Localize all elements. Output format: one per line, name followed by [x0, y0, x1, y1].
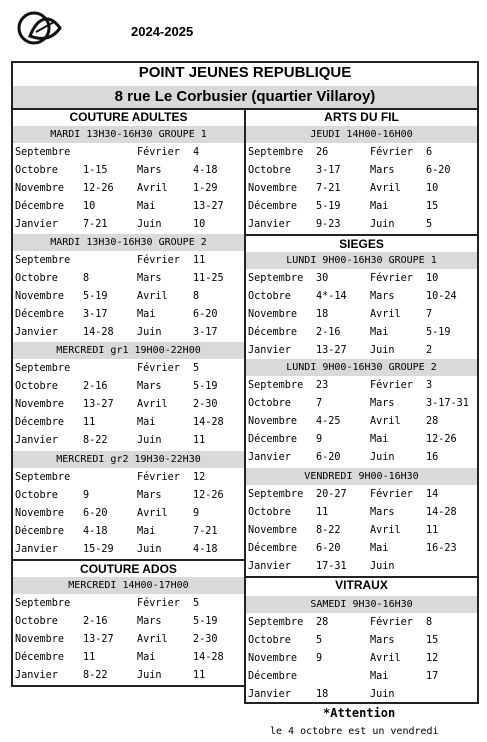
- dates-value: 4-18: [83, 526, 108, 537]
- schedule-row: [246, 198, 477, 216]
- month-label: Janvier: [15, 327, 58, 338]
- schedule-row: [13, 162, 244, 180]
- dates-value: 11: [193, 435, 206, 446]
- schedule-group-label: MARDI 13H30-16H30 GROUPE 1: [13, 126, 244, 143]
- schedule-row: [246, 504, 477, 522]
- month-label: Mai: [370, 543, 389, 554]
- dates-value: 18: [316, 689, 329, 700]
- month-label: Mars: [137, 490, 162, 501]
- schedule-group-label: MERCREDI gr2 19H30-22H30: [13, 451, 244, 468]
- schedule-row: [246, 449, 477, 467]
- dates-value: 4-18: [193, 544, 218, 555]
- month-label: Janvier: [248, 219, 291, 230]
- dates-value: 4-25: [316, 416, 341, 427]
- month-label: Décembre: [248, 543, 298, 554]
- page-address: 8 rue Le Corbusier (quartier Villaroy): [114, 88, 376, 105]
- schedule-row: [246, 632, 477, 650]
- dates-value: 16: [426, 452, 439, 463]
- dates-value: 28: [316, 617, 329, 628]
- schedule-row: [13, 396, 244, 414]
- dates-value: 6-20: [426, 165, 451, 176]
- schedule-row: [13, 306, 244, 324]
- schedule-group-label: LUNDI 9H00-16H30 GROUPE 2: [246, 359, 477, 376]
- month-label: Février: [137, 363, 180, 374]
- dates-value: 13-27: [83, 634, 114, 645]
- month-label: Mars: [137, 381, 162, 392]
- dates-value: 28: [426, 416, 439, 427]
- month-label: Avril: [370, 653, 401, 664]
- month-label: Juin: [370, 561, 395, 572]
- dates-value: 30: [316, 273, 329, 284]
- dates-value: 7-21: [316, 183, 341, 194]
- dates-value: 5-19: [193, 616, 218, 627]
- dates-value: 10: [426, 273, 439, 284]
- schedule-row: [13, 613, 244, 631]
- dates-value: 9-23: [316, 219, 341, 230]
- schedule-row: [246, 180, 477, 198]
- dates-value: 17-31: [316, 561, 347, 572]
- schedule-row: [246, 522, 477, 540]
- month-label: Octobre: [15, 381, 58, 392]
- dates-value: 20-27: [316, 489, 347, 500]
- month-label: Mai: [137, 417, 156, 428]
- month-label: Octobre: [248, 635, 291, 646]
- guyancourt-logo: [16, 6, 68, 50]
- dates-value: 5-19: [316, 201, 341, 212]
- month-label: Juin: [137, 670, 162, 681]
- dates-value: 10-24: [426, 291, 457, 302]
- month-label: Janvier: [248, 561, 291, 572]
- dates-value: 12: [426, 653, 439, 664]
- dates-value: 5: [426, 219, 433, 230]
- dates-value: 2-16: [83, 381, 108, 392]
- schedule-row: [246, 558, 477, 576]
- section-title-vitraux: VITRAUX: [335, 578, 388, 592]
- month-label: Octobre: [248, 291, 291, 302]
- dates-value: 18: [316, 309, 329, 320]
- dates-value: 9: [193, 508, 200, 519]
- dates-value: 8-22: [316, 525, 341, 536]
- dates-value: 5: [193, 363, 200, 374]
- schedule-group-label: SAMEDI 9H30-16H30: [246, 596, 477, 613]
- dates-value: 7-21: [83, 219, 108, 230]
- schedule-row: [246, 413, 477, 431]
- dates-value: 5: [193, 598, 200, 609]
- section-title-arts-du-fil: ARTS DU FIL: [324, 110, 399, 124]
- schedule-row: [13, 288, 244, 306]
- dates-value: 3-17: [193, 327, 218, 338]
- month-label: Décembre: [248, 201, 298, 212]
- schedule-row: [13, 270, 244, 288]
- schedule-row: [246, 216, 477, 234]
- schedule-row: [246, 650, 477, 668]
- dates-value: 11: [83, 417, 96, 428]
- month-label: Septembre: [15, 255, 71, 266]
- month-label: Avril: [370, 183, 401, 194]
- schedule-group-label: LUNDI 9H00-16H30 GROUPE 1: [246, 252, 477, 269]
- page-title: POINT JEUNES REPUBLIQUE: [138, 64, 352, 81]
- month-label: Juin: [370, 219, 395, 230]
- dates-value: 26: [316, 147, 329, 158]
- month-label: Octobre: [15, 165, 58, 176]
- schedule-row: [13, 595, 244, 613]
- dates-value: 14-28: [193, 417, 224, 428]
- schedule-group-label: MARDI 13H30-16H30 GROUPE 2: [13, 234, 244, 251]
- month-label: Décembre: [15, 417, 65, 428]
- dates-value: 10: [426, 183, 439, 194]
- month-label: Novembre: [248, 183, 298, 194]
- dates-value: 17: [426, 671, 439, 682]
- month-label: Novembre: [15, 634, 65, 645]
- schedule-group-label: VENDREDI 9H00-16H30: [246, 468, 477, 485]
- month-label: Mars: [370, 291, 395, 302]
- dates-value: 11: [316, 507, 329, 518]
- month-label: Décembre: [15, 201, 65, 212]
- month-label: Juin: [137, 219, 162, 230]
- schedule-row: [13, 378, 244, 396]
- schedule-row: [13, 505, 244, 523]
- schedule-row: [246, 270, 477, 288]
- schedule-row: [13, 144, 244, 162]
- dates-value: 6-20: [83, 508, 108, 519]
- schedule-row: [246, 324, 477, 342]
- month-label: Février: [370, 489, 413, 500]
- dates-value: 11: [193, 255, 206, 266]
- month-label: Décembre: [15, 526, 65, 537]
- month-label: Mai: [137, 652, 156, 663]
- dates-value: 10: [193, 219, 206, 230]
- month-label: Février: [137, 598, 180, 609]
- month-label: Avril: [370, 416, 401, 427]
- schedule-row: [13, 414, 244, 432]
- dates-value: 6: [426, 147, 433, 158]
- month-label: Février: [370, 380, 413, 391]
- month-label: Janvier: [15, 670, 58, 681]
- month-label: Décembre: [248, 671, 298, 682]
- month-label: Février: [370, 147, 413, 158]
- dates-value: 2-30: [193, 399, 218, 410]
- schedule-row: [13, 216, 244, 234]
- dates-value: 23: [316, 380, 329, 391]
- schedule-row: [13, 523, 244, 541]
- dates-value: 4: [193, 147, 200, 158]
- month-label: Septembre: [15, 363, 71, 374]
- section-title-couture-adultes: COUTURE ADULTES: [69, 110, 188, 124]
- month-label: Décembre: [15, 652, 65, 663]
- month-label: Mai: [370, 201, 389, 212]
- month-label: Juin: [137, 544, 162, 555]
- month-label: Juin: [137, 327, 162, 338]
- month-label: Mars: [370, 165, 395, 176]
- dates-value: 13-27: [193, 201, 224, 212]
- month-label: Mars: [137, 616, 162, 627]
- month-label: Mai: [137, 201, 156, 212]
- schedule-row: [246, 144, 477, 162]
- attention-detail: le 4 octobre est un vendredi: [270, 726, 439, 737]
- month-label: Janvier: [15, 544, 58, 555]
- schedule-row: [13, 667, 244, 685]
- month-label: Avril: [137, 183, 168, 194]
- schedule-row: [246, 540, 477, 558]
- month-label: Mai: [137, 309, 156, 320]
- month-label: Novembre: [248, 653, 298, 664]
- dates-value: 3-17: [316, 165, 341, 176]
- dates-value: 12-26: [193, 490, 224, 501]
- month-label: Septembre: [248, 273, 304, 284]
- month-label: Février: [137, 255, 180, 266]
- schedule-row: [13, 631, 244, 649]
- month-label: Décembre: [248, 434, 298, 445]
- dates-value: 9: [316, 434, 323, 445]
- dates-value: 11: [426, 525, 439, 536]
- schedule-row: [246, 686, 477, 704]
- dates-value: 2-30: [193, 634, 218, 645]
- schedule-group-label: MERCREDI gr1 19H00-22H00: [13, 342, 244, 359]
- schedule-row: [246, 668, 477, 686]
- month-label: Novembre: [15, 508, 65, 519]
- month-label: Mai: [137, 526, 156, 537]
- dates-value: 10: [83, 201, 96, 212]
- month-label: Février: [370, 273, 413, 284]
- dates-value: 9: [316, 653, 323, 664]
- dates-value: 9: [83, 490, 90, 501]
- month-label: Octobre: [248, 398, 291, 409]
- season-year: 2024-2025: [131, 24, 194, 39]
- schedule-group-label: JEUDI 14H00-16H00: [246, 126, 477, 143]
- section-title-sieges: SIEGES: [339, 237, 384, 251]
- month-label: Juin: [370, 345, 395, 356]
- section-title-couture-ados: COUTURE ADOS: [80, 562, 177, 576]
- dates-value: 8: [83, 273, 90, 284]
- month-label: Avril: [137, 508, 168, 519]
- schedule-row: [246, 162, 477, 180]
- schedule-row: [13, 432, 244, 450]
- dates-value: 14: [426, 489, 439, 500]
- schedule-row: [246, 377, 477, 395]
- schedule-row: [13, 649, 244, 667]
- dates-value: 8: [193, 291, 200, 302]
- month-label: Septembre: [248, 489, 304, 500]
- month-label: Octobre: [248, 507, 291, 518]
- month-label: Octobre: [15, 490, 58, 501]
- dates-value: 11: [83, 652, 96, 663]
- dates-value: 15-29: [83, 544, 114, 555]
- dates-value: 8-22: [83, 670, 108, 681]
- month-label: Avril: [370, 309, 401, 320]
- month-label: Mai: [370, 671, 389, 682]
- month-label: Septembre: [15, 598, 71, 609]
- month-label: Octobre: [15, 273, 58, 284]
- dates-value: 14-28: [426, 507, 457, 518]
- month-label: Mars: [370, 398, 395, 409]
- month-label: Novembre: [15, 399, 65, 410]
- month-label: Novembre: [248, 309, 298, 320]
- month-label: Avril: [137, 399, 168, 410]
- month-label: Juin: [370, 689, 395, 700]
- schedule-row: [246, 486, 477, 504]
- dates-value: 5-19: [193, 381, 218, 392]
- dates-value: 14-28: [193, 652, 224, 663]
- schedule-row: [13, 487, 244, 505]
- schedule-row: [246, 614, 477, 632]
- dates-value: 16-23: [426, 543, 457, 554]
- month-label: Novembre: [248, 416, 298, 427]
- dates-value: 3-17: [83, 309, 108, 320]
- month-label: Novembre: [15, 183, 65, 194]
- dates-value: 2: [426, 345, 433, 356]
- schedule-row: [246, 395, 477, 413]
- dates-value: 8-22: [83, 435, 108, 446]
- dates-value: 3: [426, 380, 433, 391]
- dates-value: 13-27: [83, 399, 114, 410]
- schedule-row: [246, 288, 477, 306]
- schedule-row: [13, 541, 244, 559]
- month-label: Janvier: [15, 435, 58, 446]
- month-label: Septembre: [15, 472, 71, 483]
- dates-value: 5-19: [426, 327, 451, 338]
- schedule-row: [13, 180, 244, 198]
- month-label: Septembre: [248, 380, 304, 391]
- schedule-row: [246, 342, 477, 360]
- dates-value: 11-25: [193, 273, 224, 284]
- month-label: Avril: [137, 634, 168, 645]
- month-label: Janvier: [248, 689, 291, 700]
- dates-value: 6-20: [193, 309, 218, 320]
- dates-value: 4-18: [193, 165, 218, 176]
- dates-value: 7: [426, 309, 433, 320]
- dates-value: 14-28: [83, 327, 114, 338]
- month-label: Avril: [370, 525, 401, 536]
- month-label: Novembre: [15, 291, 65, 302]
- month-label: Mars: [137, 165, 162, 176]
- schedule-row: [246, 306, 477, 324]
- schedule-row: [13, 360, 244, 378]
- dates-value: 15: [426, 635, 439, 646]
- month-label: Octobre: [248, 165, 291, 176]
- dates-value: 13-27: [316, 345, 347, 356]
- month-label: Mars: [370, 507, 395, 518]
- schedule-row: [13, 198, 244, 216]
- dates-value: 12-26: [83, 183, 114, 194]
- dates-value: 2-16: [83, 616, 108, 627]
- schedule-row: [13, 469, 244, 487]
- month-label: Mars: [137, 273, 162, 284]
- dates-value: 8: [426, 617, 433, 628]
- dates-value: 1-15: [83, 165, 108, 176]
- month-label: Avril: [137, 291, 168, 302]
- dates-value: 7-21: [193, 526, 218, 537]
- month-label: Mars: [370, 635, 395, 646]
- dates-value: 12-26: [426, 434, 457, 445]
- month-label: Septembre: [248, 617, 304, 628]
- dates-value: 7: [316, 398, 323, 409]
- dates-value: 6-20: [316, 452, 341, 463]
- month-label: Septembre: [15, 147, 71, 158]
- dates-value: 3-17-31: [426, 398, 469, 409]
- dates-value: 4*-14: [316, 291, 347, 302]
- month-label: Juin: [370, 452, 395, 463]
- month-label: Février: [137, 472, 180, 483]
- dates-value: 5-19: [83, 291, 108, 302]
- schedule-row: [246, 431, 477, 449]
- dates-value: 2-16: [316, 327, 341, 338]
- month-label: Janvier: [15, 219, 58, 230]
- dates-value: 6-20: [316, 543, 341, 554]
- dates-value: 12: [193, 472, 206, 483]
- month-label: Janvier: [248, 345, 291, 356]
- dates-value: 11: [193, 670, 206, 681]
- month-label: Mai: [370, 434, 389, 445]
- month-label: Décembre: [248, 327, 298, 338]
- month-label: Septembre: [248, 147, 304, 158]
- schedule-row: [13, 252, 244, 270]
- month-label: Février: [370, 617, 413, 628]
- month-label: Octobre: [15, 616, 58, 627]
- dates-value: 15: [426, 201, 439, 212]
- month-label: Février: [137, 147, 180, 158]
- month-label: Novembre: [248, 525, 298, 536]
- attention-note: *Attention: [323, 706, 396, 720]
- month-label: Mai: [370, 327, 389, 338]
- schedule-group-label: MERCREDI 14H00-17H00: [13, 577, 244, 594]
- schedule-row: [13, 324, 244, 342]
- dates-value: 5: [316, 635, 323, 646]
- month-label: Janvier: [248, 452, 291, 463]
- dates-value: 1-29: [193, 183, 218, 194]
- month-label: Juin: [137, 435, 162, 446]
- month-label: Décembre: [15, 309, 65, 320]
